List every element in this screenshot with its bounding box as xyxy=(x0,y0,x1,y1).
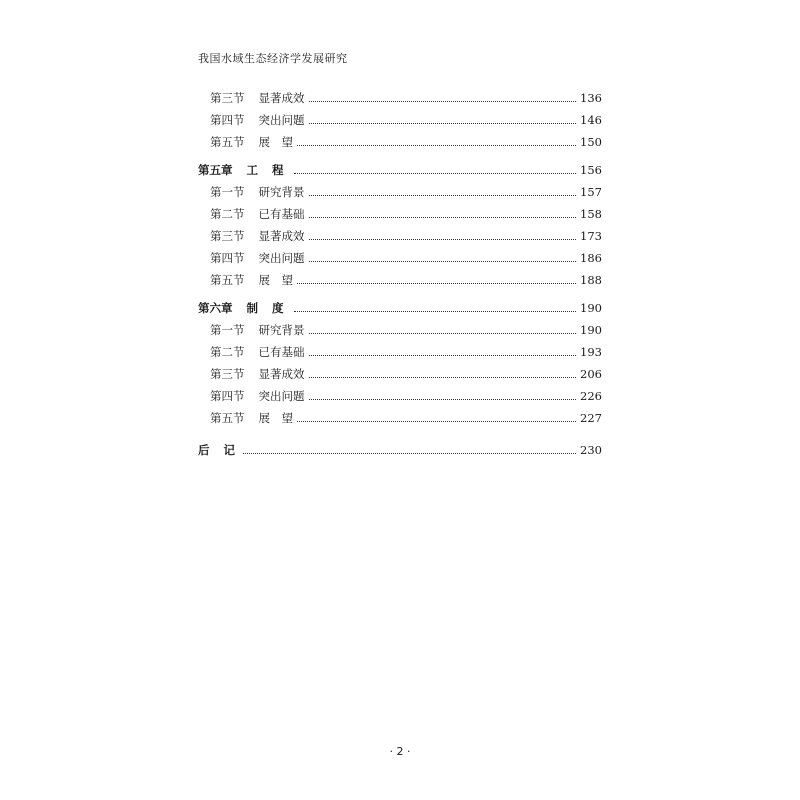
dot-leader xyxy=(309,195,577,196)
toc-entry-number: 后记 xyxy=(198,443,249,457)
toc-entry-title: 制度 xyxy=(246,301,298,315)
toc-entry-page: 150 xyxy=(580,135,602,149)
toc-entry-page: 190 xyxy=(580,323,602,337)
toc-entry-page: 190 xyxy=(580,301,602,315)
toc-entry-page: 146 xyxy=(580,113,602,127)
toc-entry-title: 显著成效 xyxy=(258,91,305,105)
toc-afterword-entry[interactable] xyxy=(198,442,602,458)
dot-leader xyxy=(297,145,576,146)
toc-entry-title: 研究背景 xyxy=(258,185,305,199)
toc-entry-number: 第五章 xyxy=(198,163,233,177)
dot-leader xyxy=(309,377,577,378)
toc-entry-title: 显著成效 xyxy=(258,229,305,243)
page-number: · 2 · xyxy=(389,745,411,758)
toc-entry-page: 173 xyxy=(580,229,602,243)
dot-leader xyxy=(309,101,577,102)
toc-entry-number: 第三节 xyxy=(210,367,245,381)
toc-section-entry[interactable] xyxy=(198,184,602,200)
toc-entry-number: 第四节 xyxy=(210,251,245,265)
toc-section-entry[interactable] xyxy=(198,112,602,128)
toc-entry-number: 第五节 xyxy=(210,411,245,425)
toc-entry-title: 已有基础 xyxy=(258,207,305,221)
toc-entry-page: 158 xyxy=(580,207,602,221)
dot-leader xyxy=(309,333,577,334)
toc-entry-title: 已有基础 xyxy=(258,345,305,359)
toc-entry-number: 第一节 xyxy=(210,185,245,199)
toc-entry-title: 突出问题 xyxy=(258,389,305,403)
toc-section-entry[interactable] xyxy=(198,366,602,382)
toc-entry-page: 156 xyxy=(580,163,602,177)
toc-entry-page: 193 xyxy=(580,345,602,359)
toc-section-entry[interactable] xyxy=(198,344,602,360)
toc-section-entry[interactable] xyxy=(198,250,602,266)
toc-entry-number: 第一节 xyxy=(210,323,245,337)
toc-section-entry[interactable] xyxy=(198,206,602,222)
toc-entry-page: 227 xyxy=(580,411,602,425)
running-header: 我国水域生态经济学发展研究 xyxy=(198,52,348,65)
toc-section-entry[interactable] xyxy=(198,134,602,150)
toc-chapter-entry[interactable] xyxy=(198,162,602,178)
toc-entry-page: 226 xyxy=(580,389,602,403)
toc-section-entry[interactable] xyxy=(198,322,602,338)
dot-leader xyxy=(309,399,577,400)
dot-leader xyxy=(309,217,577,218)
toc-entry-page: 188 xyxy=(580,273,602,287)
toc-entry-page: 136 xyxy=(580,91,602,105)
toc-section-entry[interactable] xyxy=(198,410,602,426)
toc-entry-title: 突出问题 xyxy=(258,251,305,265)
toc-entry-number: 第二节 xyxy=(210,345,245,359)
toc-entry-number: 第四节 xyxy=(210,113,245,127)
dot-leader xyxy=(297,283,576,284)
dot-leader xyxy=(309,261,577,262)
toc-entry-number: 第四节 xyxy=(210,389,245,403)
dot-leader xyxy=(309,123,577,124)
dot-leader xyxy=(297,421,576,422)
toc-entry-number: 第五节 xyxy=(210,273,245,287)
toc-entry-page: 157 xyxy=(580,185,602,199)
toc-section-entry[interactable] xyxy=(198,228,602,244)
toc-section-entry[interactable] xyxy=(198,388,602,404)
toc-entry-title: 展 望 xyxy=(258,135,293,149)
dot-leader xyxy=(309,355,577,356)
toc-entry-number: 第五节 xyxy=(210,135,245,149)
toc-entry-number: 第三节 xyxy=(210,91,245,105)
toc-entry-title: 突出问题 xyxy=(258,113,305,127)
dot-leader xyxy=(294,311,577,312)
toc-chapter-entry[interactable] xyxy=(198,300,602,316)
toc-entry-number: 第三节 xyxy=(210,229,245,243)
toc-entry-title: 研究背景 xyxy=(258,323,305,337)
dot-leader xyxy=(294,173,577,174)
toc-entry-page: 186 xyxy=(580,251,602,265)
toc-entry-number: 第二节 xyxy=(210,207,245,221)
toc-entry-page: 206 xyxy=(580,367,602,381)
toc-entry-title: 展 望 xyxy=(258,411,293,425)
toc-entry-title: 显著成效 xyxy=(258,367,305,381)
toc-entry-page: 230 xyxy=(580,443,602,457)
toc-entry-title: 工程 xyxy=(246,163,298,177)
dot-leader xyxy=(309,239,577,240)
toc-section-entry[interactable] xyxy=(198,272,602,288)
dot-leader xyxy=(243,453,576,454)
toc-section-entry[interactable] xyxy=(198,90,602,106)
toc-entry-number: 第六章 xyxy=(198,301,233,315)
toc-entry-title: 展 望 xyxy=(258,273,293,287)
